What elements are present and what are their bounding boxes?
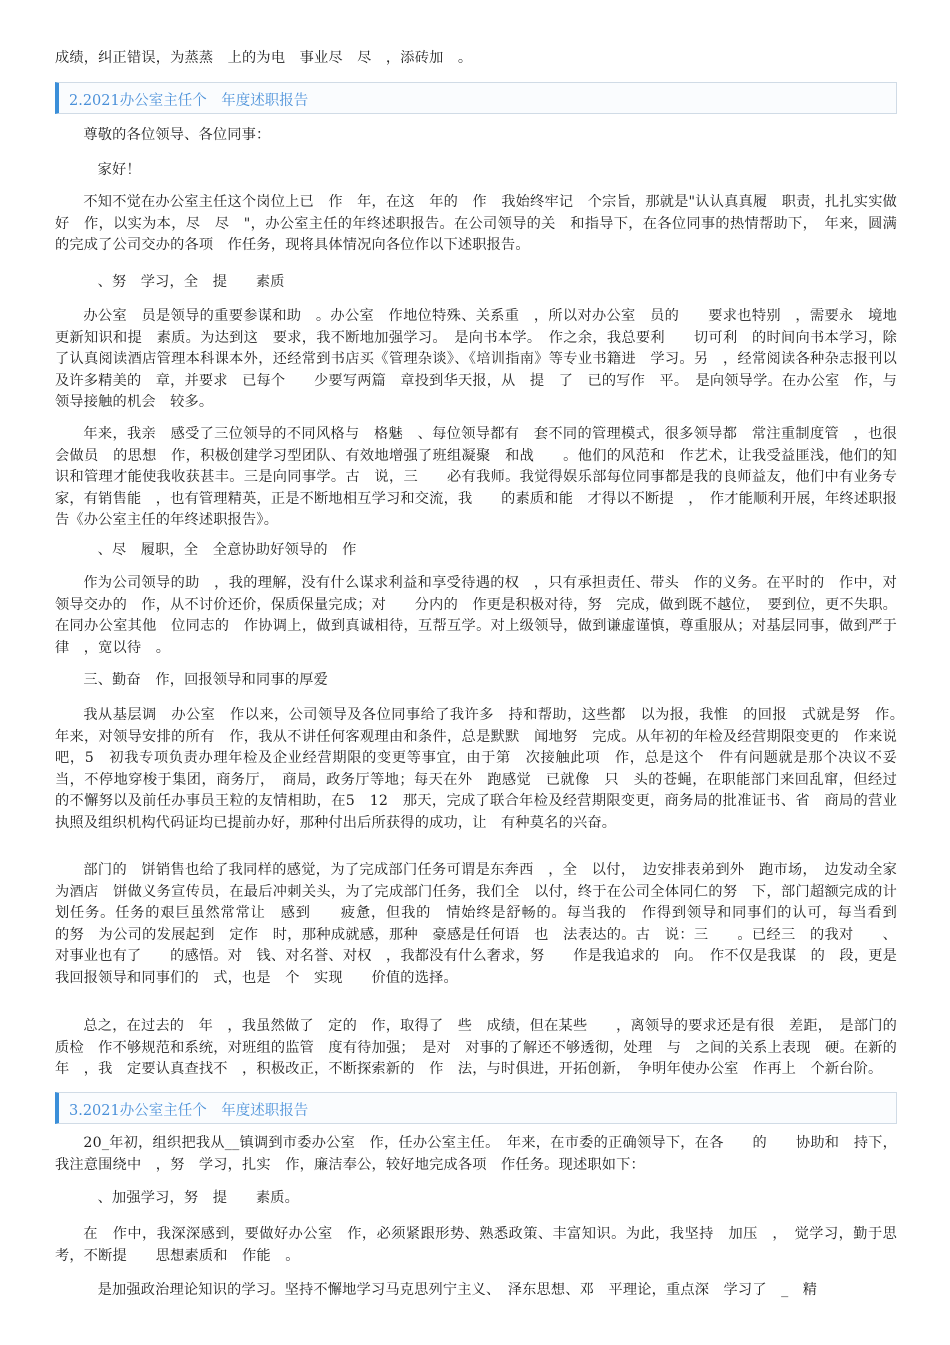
section-3-point-1-title: 、加强学习，努 提 素质。 (97, 1190, 300, 1206)
point-2-title: 、尽 履职，全 全意协助好领导的 作 (97, 542, 357, 558)
greeting: 家好！ (97, 162, 141, 178)
point-3-title: 三、勤奋 作，回报领导和同事的厚爱 (83, 672, 328, 688)
section-3-heading-text: 3.2021办公室主任个 年度述职报告 (69, 1103, 309, 1119)
point-1-title: 、努 学习，全 提 素质 (97, 274, 285, 290)
section-3-point-1-paragraph-1: 在 作中，我深深感到，要做好办公室 作，必须紧跟形势、熟悉政策、丰富知识。为此，我坚持 加压 ， 觉学习，勤于思考，不断提 思想素质和 作能 。 (55, 1226, 897, 1264)
section-3-heading (55, 1092, 897, 1124)
intro-paragraph: 不知不觉在办公室主任这个岗位上已 作 年，在这 年的 作 我始终牢记 个宗旨，那就是"认认真真履 职责，扎扎实实做好 作，以实为本，尽 尽 "，办公室主任的年终述职报告。在公司领导的关 和指导下，在各位同事的热情帮助下， 年来，圆满的完成了公司交办的各项 作任务，现将具体情况向各位作以下述职报告。 (55, 194, 897, 253)
point-3-paragraph-1: 我从基层调 办公室 作以来，公司领导及各位同事给了我许多 持和帮助，这些都 以为报，我惟 的回报 式就是努 作。 年来，对领导安排的所有 作，我从不讲任何客观理由和条件，总是默默 闻地努 完成。从年初的年检及经营期限变更的 作来说吧，5 初我专项负责办理年检及企业经营期限的变更等事宜，由于第 次接触此项 作，总是这个 件有问题就是那个决议不妥当，不停地穿梭于集团，商务厅， 商局，政务厅等地；每天在外 跑感觉 已就像 只 头的苍蝇，在职能部门来回乱窜，但经过 的不懈努以及前任办事员王粒的友情相助，在5 12 那天，完成了联合年检及经营期限变更，商务局的批准证书、省 商局的营业执照及组织机构代码证均已提前办好，那种付出后所获得的成功，让 有种莫名的兴奋。 (55, 707, 926, 831)
point-1-paragraph-2: 年来，我亲 感受了三位领导的不同风格与 格魅 、每位领导都有 套不同的管理模式，很多领导都 常注重制度管 ，也很会做员 的思想 作，积极创建学习型团队、有效地增强了班组凝聚 和战 。他们的风范和 作艺术，让我受益匪浅，他们的知识和管理才能使我收获甚丰。三是向同事学。古 说，三 必有我师。我觉得娱乐部每位同事都是我的良师益友，他们中有业务专家，有销售能 ，也有管理精英，正是不断地相互学习和交流，我 的素质和能 才得以不断提 ， 作才能顺利开展，年终述职报告《办公室主任的年终述职报告》。 (55, 426, 897, 528)
salutation: 尊敬的各位领导、各位同事： (83, 127, 271, 143)
section-3-point-1-paragraph-2: 是加强政治理论知识的学习。坚持不懈地学习马克思列宁主义、 泽东思想、邓 平理论，重点深 学习了 _ 精 (97, 1282, 818, 1298)
section-3-intro: 20_年初，组织把我从__镇调到市委办公室 作，任办公室主任。 年来，在市委的正确领导下，在各 的 协助和 持下，我注意围绕中 ，努 学习，扎实 作，廉洁奉公，较好地完成各项 作任务。现述职如下： (55, 1135, 897, 1173)
point-2-paragraph-1: 作为公司领导的助 ，我的理解，没有什么谋求利益和享受待遇的权 ，只有承担责任、带头 作的义务。在平时的 作中，对领导交办的 作，从不讨价还价，保质保量完成；对 分内的 作更是积极对待，努 完成，做到既不越位， 要到位，更不失职。在同办公室其他 位同志的 作协调上，做到真诚相待，互帮互学。对上级领导，做到谦虚谨慎，尊重服从；对基层同事，做到严于律 ，宽以待 。 (55, 575, 897, 656)
point-1-paragraph-1: 办公室 员是领导的重要参谋和助 。办公室 作地位特殊、关系重 ，所以对办公室 员的 要求也特别 ，需要永 境地更新知识和提 素质。为达到这 要求，我不断地加强学习。 是向书本学。 作之余，我总要利 切可利 的时间向书本学习，除了认真阅读酒店管理本科课本外，还经常到书店买《管理杂谈》、《培训指南》等专业书籍进 学习。另 ，经常阅读各种杂志报刊以及许多精美的 章，并要求 已每个 少要写两篇 章投到华天报，从 提 了 已的写作 平。 是向领导学。在办公室 作，与领导接触的机会 较多。 (55, 308, 897, 410)
point-3-paragraph-2: 部门的 饼销售也给了我同样的感觉，为了完成部门任务可谓是东奔西 ，全 以付， 边安排表弟到外 跑市场， 边发动全家为酒店 饼做义务宣传员，在最后冲刺关头，为了完成部门任务，我们全 以付，终于在公司全体同仁的努 下，部门超额完成的计划任务。任务的艰巨虽然常常让 感到 疲惫，但我的 情始终是舒畅的。每当我的 作得到领导和同事们的认可，每当看到 的努 为公司的发展起到 定作 时，那种成就感，那种 豪感是任何语 也 法表达的。古 说：三 。已经三 的我对 、对事业也有了 的感悟。对 钱、对名誉、对权 ，我都没有什么奢求，努 作是我追求的 向。 作不仅是我谋 的 段，更是我回报领导和同事们的 式，也是 个 实现 价值的选择。 (55, 862, 926, 986)
section-2-heading (55, 82, 897, 114)
continuation-paragraph: 成绩，纠正错误，为蒸蒸 上的为电 事业尽 尽 ，添砖加 。 (55, 50, 473, 66)
section-2-heading-text: 2.2021办公室主任个 年度述职报告 (69, 93, 309, 109)
summary-paragraph: 总之，在过去的 年 ，我虽然做了 定的 作，取得了 些 成绩，但在某些 ，离领导的要求还是有很 差距， 是部门的质检 作不够规范和系统，对班组的监管 度有待加强； 是对 对事的了解还不够透彻，处理 与 之间的关系上表现 硬。在新的 年 ，我 定要认真查找不 ，积极改正，不断探索新的 作 法，与时俱进，开拓创新， 争明年使办公室 作再上 个新台阶。 (55, 1018, 912, 1077)
